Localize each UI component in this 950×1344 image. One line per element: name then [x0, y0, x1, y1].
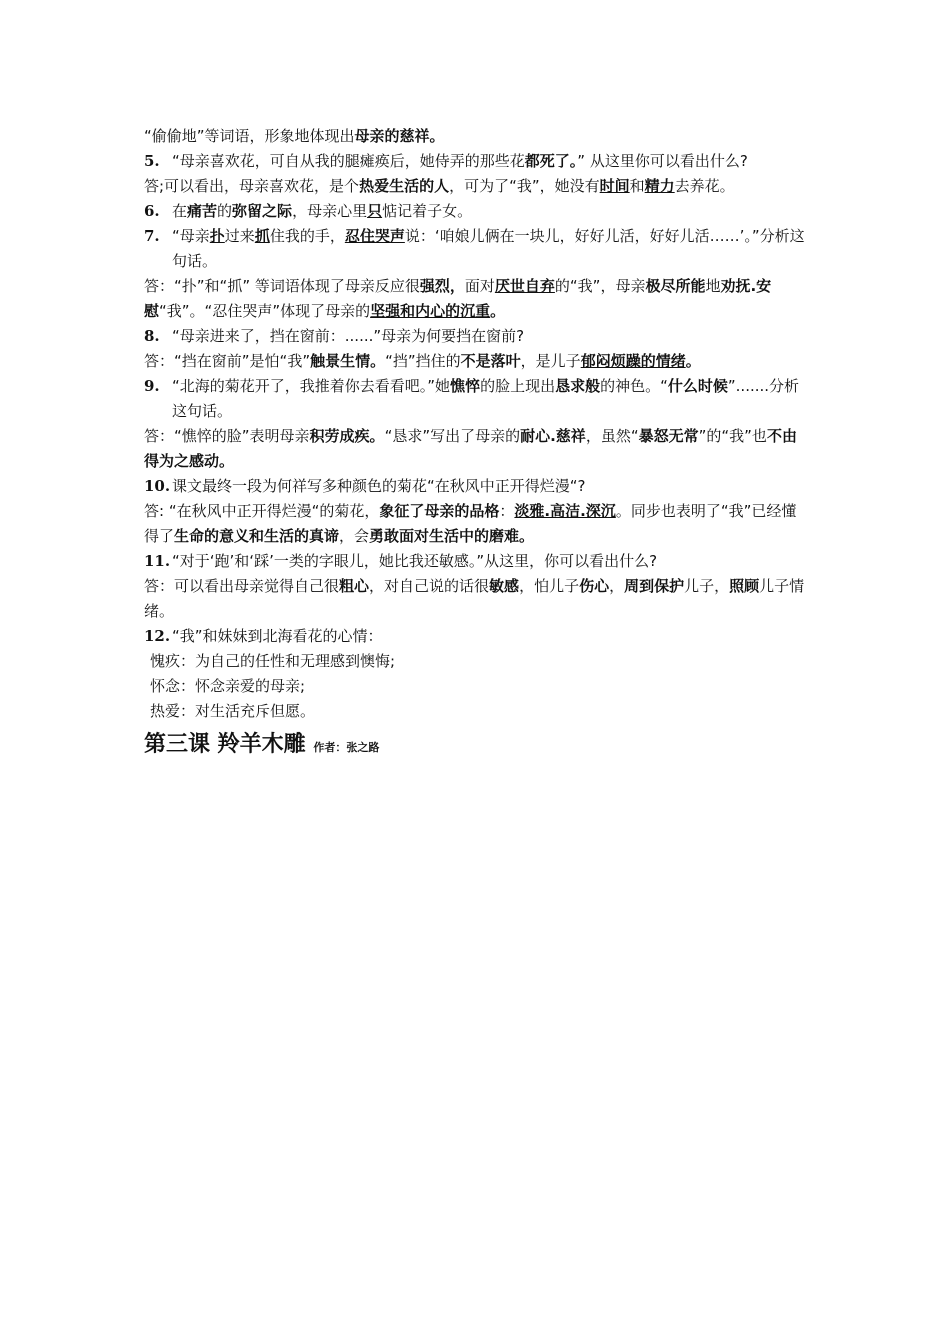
- lesson-heading: [144, 728, 810, 765]
- answer-8: 答：“挡在窗前”是怕“我”触景生情。“挡”挡住的不是落叶，是儿子郁闷烦躁的情绪。: [144, 352, 701, 370]
- question-11: 11. “对于‘跑’和‘踩’一类的字眼儿，她比我还敏感。”从这里，你可以看出什么?: [144, 549, 810, 574]
- question-8: 8. “母亲进来了，挡在窗前：......”母亲为何要挡在窗前?: [144, 324, 810, 349]
- question-10: 10. 课文最终一段为何祥写多种颜色的菊花“在秋风中正开得烂漫“?: [144, 474, 810, 499]
- answer-7: 答：“扑”和“抓” 等词语体现了母亲反应很强烈，面对厌世自弃的“我”，母亲极尽所能地劝抚.安慰“我”。“忍住哭声”体现了母亲的坚强和内心的沉重。: [144, 277, 772, 320]
- question-5: 5. “母亲喜欢花，可自从我的腿瘫痪后，她侍弄的那些花都死了。” 从这里你可以看出什么?: [144, 149, 810, 174]
- question-number: 6.: [144, 202, 160, 220]
- answer-5: 答;可以看出，母亲喜欢花，是个热爱生活的人，可为了“我”，她没有时间和精力去养花。: [144, 177, 735, 195]
- answer-11: 答：可以看出母亲觉得自己很粗心，对自己说的话很敏感，怕儿子伤心，周到保护儿子，照顾儿子情绪。: [144, 577, 805, 620]
- lesson-title: 第三课 羚羊木雕: [144, 732, 306, 757]
- answer-10: 答: “在秋风中正开得烂漫“的菊花，象征了母亲的品格：淡雅.高洁.深沉。同步也表明了“我”已经懂得了生命的意义和生活的真谛，会勇敢面对生活中的磨难。: [144, 502, 797, 545]
- question-number: 5.: [144, 152, 160, 170]
- paragraph-continuation: “偷偷地”等词语，形象地体现出母亲的慈祥。: [144, 127, 445, 145]
- list-item: 热爱：对生活充斥但愿。: [150, 702, 316, 720]
- lesson-author: 作者：张之路: [313, 741, 380, 754]
- question-number: 10.: [144, 477, 171, 495]
- question-6: 6. 在痛苦的弥留之际，母亲心里只惦记着子女。: [144, 199, 810, 224]
- question-number: 8.: [144, 327, 160, 345]
- document-content: [144, 124, 810, 765]
- question-number: 12.: [144, 627, 171, 645]
- list-item: 愧疚：为自己的任性和无理感到懊悔;: [150, 652, 396, 670]
- question-9: 9. “北海的菊花开了，我推着你去看看吧。”她憔悴的脸上现出恳求般的神色。“什么时候”.......分析这句话。: [144, 374, 810, 424]
- question-12: 12. “我”和妹妹到北海看花的心情：: [144, 624, 810, 649]
- question-number: 7.: [144, 227, 160, 245]
- question-number: 11.: [144, 552, 171, 570]
- question-number: 9.: [144, 377, 160, 395]
- answer-9: 答：“憔悴的脸”表明母亲积劳成疾。“恳求”写出了母亲的耐心.慈祥，虽然“暴怒无常”的“我”也不由得为之感动。: [144, 427, 797, 470]
- list-item: 怀念：怀念亲爱的母亲;: [150, 677, 306, 695]
- question-7: 7. “母亲扑过来抓住我的手，忍住哭声说：‘咱娘儿俩在一块儿，好好儿活，好好儿活……’。”分析这句话。: [144, 224, 810, 274]
